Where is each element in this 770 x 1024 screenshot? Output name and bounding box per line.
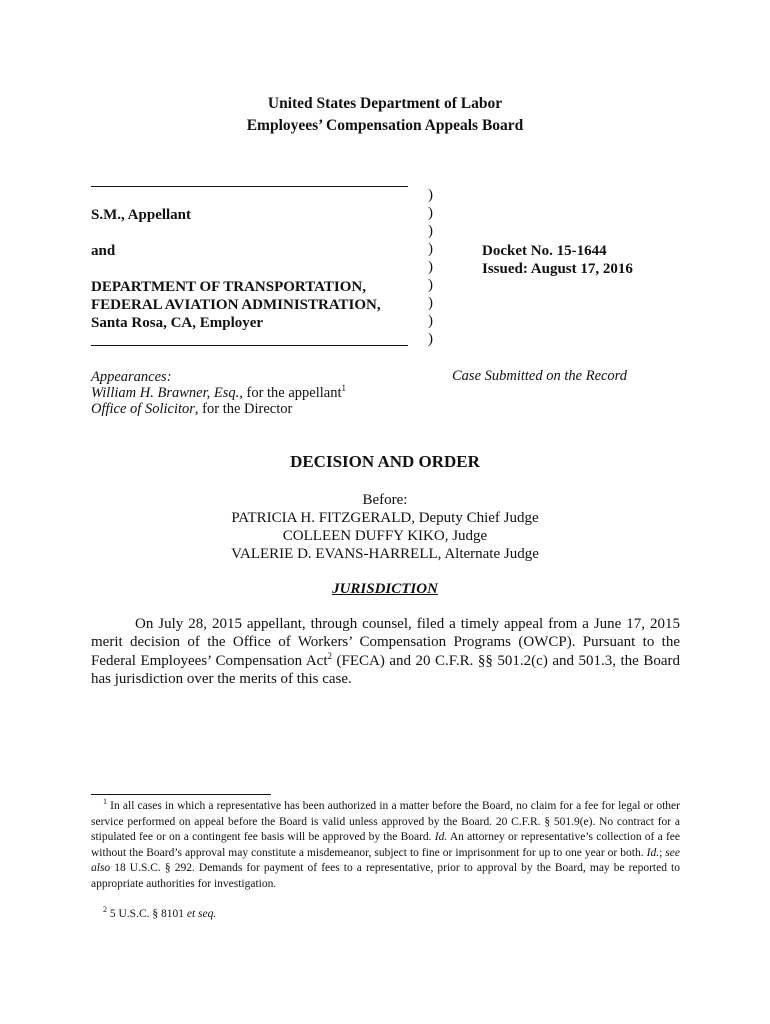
employer-line-1: DEPARTMENT OF TRANSPORTATION,: [91, 279, 366, 295]
footnote-1-see-also: see also: [91, 846, 680, 875]
employer-line-2: FEDERAL AVIATION ADMINISTRATION,: [91, 297, 381, 313]
submission-note: Case Submitted on the Record: [452, 368, 628, 384]
counsel-role: for the appellant: [242, 385, 342, 402]
caption-and: and: [91, 243, 116, 259]
director-office: Office of Solicitor: [91, 401, 195, 418]
footnote-1-mark: 1: [103, 797, 107, 807]
appearances-label: Appearances:: [91, 369, 172, 385]
caption-top-rule: [91, 186, 408, 187]
paren: ): [428, 223, 433, 239]
footnote-2: [91, 904, 680, 923]
footnote-separator: [91, 794, 271, 795]
docket-number: Docket No. 15-1644: [482, 243, 607, 259]
paren: ): [428, 205, 433, 221]
caption-parentheses: [428, 186, 433, 348]
footnote-1: [91, 799, 680, 893]
paren: ): [428, 259, 433, 275]
before-label: Before:: [362, 492, 408, 508]
footnote-2-et-seq: et seq.: [186, 907, 217, 920]
judge-line: PATRICIA H. FITZGERALD, Deputy Chief Judge: [231, 510, 539, 526]
paren: ): [428, 331, 433, 347]
employer-line-3: Santa Rosa, CA, Employer: [91, 315, 264, 331]
footnote-1-text: In all cases in which a representative has been authorized in a matter before the Board, no claim for a fee for legal or other service performed on appeal before the Board is valid unless approved by the Board. 20 C.F.R. § 501.9(e). No contract for a stipulated fee or on a contingent fee basis will be approved by the Board.: [91, 800, 680, 844]
footnote-1-id: Id.: [434, 831, 448, 844]
paren: ): [428, 295, 433, 311]
footnote-1-text: An attorney or representative’s collection of a fee without the Board’s approval may constitute a misdemeanor, subject to fine or imprisonment for up to one year or both.: [91, 831, 680, 859]
jurisdiction-text-2: (FECA) and 20 C.F.R. §§ 501.2(c) and 501.3, the Board has jurisdiction over the merits of this case.: [91, 652, 680, 688]
board-name: Employees’ Compensation Appeals Board: [246, 117, 524, 134]
appellant-counsel: [91, 385, 346, 401]
agency-name: United States Department of Labor: [267, 95, 503, 112]
paren: ): [428, 313, 433, 329]
footnote-1-id: Id.: [646, 846, 660, 859]
judge-line: VALERIE D. EVANS-HARRELL, Alternate Judge: [231, 546, 539, 562]
jurisdiction-paragraph: [91, 615, 680, 689]
paren: ): [428, 277, 433, 293]
footnote-2-text: 5 U.S.C. § 8101: [107, 907, 187, 920]
footnotes-block: [91, 799, 680, 929]
document-title: DECISION AND ORDER: [290, 452, 480, 471]
jurisdiction-heading: JURISDICTION: [332, 581, 438, 597]
issued-date: Issued: August 17, 2016: [482, 261, 633, 277]
footnote-ref-1: 1: [341, 383, 346, 394]
jurisdiction-text-1: On July 28, 2015 appellant, through counsel, filed a timely appeal from a June 17, 2015 merit decision of the Office of Workers’ Compensation Programs (OWCP). Pursuant to the Federal Employees’ Compensation Act: [91, 616, 680, 669]
appearances-block: [91, 369, 346, 418]
paren: ): [428, 187, 433, 203]
panel-block: [0, 491, 770, 563]
footnote-2-mark: 2: [103, 904, 107, 914]
caption-bottom-rule: [91, 345, 408, 346]
paren: ): [428, 241, 433, 257]
footnote-1-text: ;: [659, 846, 666, 859]
director-counsel: [91, 401, 346, 417]
footnote-ref-2: 2: [327, 650, 333, 661]
footnote-1-text: 18 U.S.C. § 292. Demands for payment of fees to a representative, prior to approval by the Board, may be reported to appropriate authorities for investigation.: [91, 862, 680, 890]
judge-line: COLLEEN DUFFY KIKO, Judge: [282, 528, 488, 544]
appellant-name: S.M., Appellant: [91, 207, 192, 223]
director-role: , for the Director: [194, 401, 293, 418]
counsel-name: William H. Brawner, Esq.,: [91, 385, 243, 402]
